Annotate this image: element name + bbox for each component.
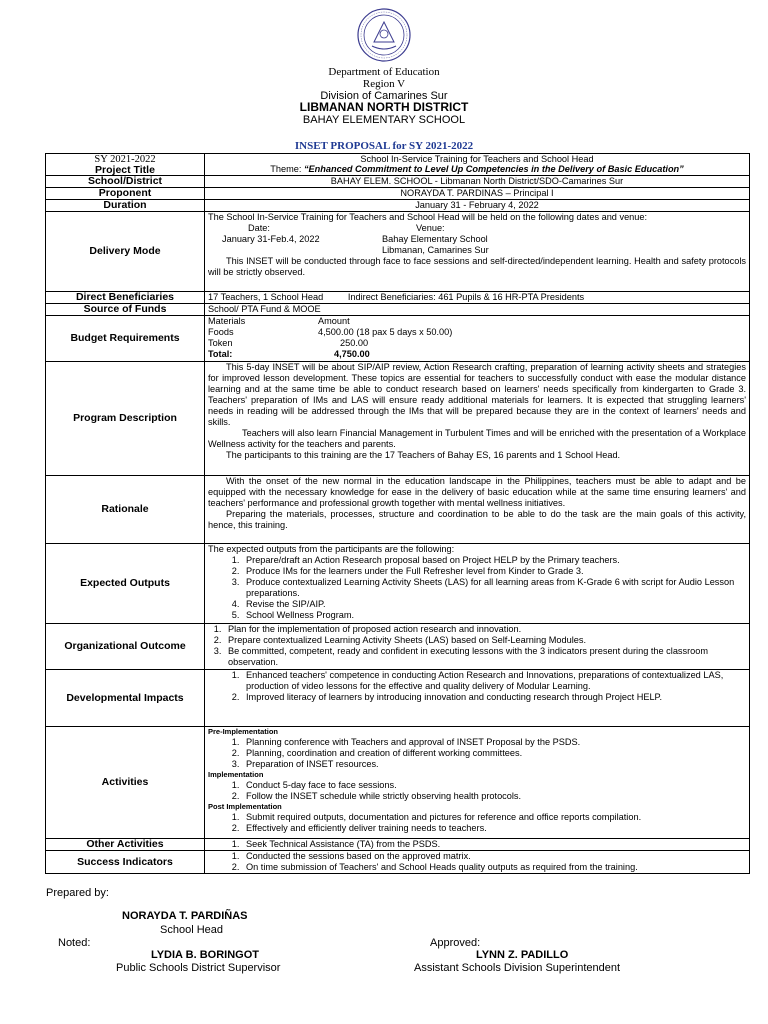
list-item: 2. Prepare contextualized Learning Activity Sheets (LAS) based on Self-Learning Modules.: [224, 635, 746, 646]
table-row: [46, 200, 750, 212]
post-list: [208, 812, 746, 834]
budget-row: [208, 327, 452, 338]
delivery-intro: The School In-Service Training for Teachers and School Head will be held on the following dates and venue:: [208, 212, 648, 222]
venue-value: Bahay Elementary School: [382, 234, 488, 244]
list-item: 1. Seek Technical Assistance (TA) from the PSDS.: [242, 839, 746, 850]
table-row: [46, 154, 750, 176]
budget-amount: 4,500.00 (18 pax 5 days x 50.00): [318, 327, 453, 337]
list-item: 2. Planning, coordination and creation of different working committees.: [242, 748, 746, 759]
table-row: [46, 476, 750, 544]
list-item: 2. Follow the INSET schedule while strictly observing health protocols.: [242, 791, 746, 802]
rationale-paragraph: Preparing the materials, processes, structure and coordination to be able to do the task are the main goals of this activity, hence, this training.: [208, 509, 746, 530]
noted-label: Noted:: [58, 937, 91, 949]
table-row: [46, 304, 750, 316]
theme-text: “Enhanced Commitment to Level Up Competencies in the Delivery of Basic Education”: [303, 164, 684, 174]
budget-amount: 250.00: [340, 338, 369, 348]
other-activities-label: Other Activities: [46, 839, 205, 851]
rationale-value: [205, 476, 750, 544]
table-row: [46, 624, 750, 670]
program-value: [205, 362, 750, 476]
delivery-label: Delivery Mode: [46, 212, 205, 292]
outputs-label: Expected Outputs: [46, 544, 205, 624]
program-paragraph: This 5-day INSET will be about SIP/AIP review, Action Research crafting, preparation of learning activity sheets and strategies for improved lesson development. These topics are essential for teachers to successfully conduct with ease the modular distance learning and at the same time be able to conduct research based on learners' needs specifically from kindergarten to Grade 3. Teachers' preparation of IMs and LAS will ensure ready additional materials for learners. It is expected that struggling learners' needs in reading will be addressed through the IMs that will be prepared because they are in the context of learners' needs and skills.: [208, 362, 746, 427]
beneficiaries-direct: 17 Teachers, 1 School Head: [208, 292, 324, 302]
post-implementation-label: Post Implementation: [208, 802, 282, 811]
approved-label: Approved:: [430, 937, 481, 949]
list-item: 1. Prepare/draft an Action Research proposal based on Project HELP by the Primary teachers.: [242, 555, 746, 566]
list-item: 1. Conducted the sessions based on the approved matrix.: [242, 851, 746, 862]
rationale-paragraph: With the onset of the new normal in the education landscape in the Philippines, teachers must be able to adapt and be equipped with the necessary knowledge for ease in the delivery of basic education while at the same time ensuring learners' and teachers' performance and professional growth together with mental wellness initiatives.: [208, 476, 746, 508]
list-item: 2. Produce IMs for the learners under the Full Refresher level from Kinder to Grade 3.: [242, 566, 746, 577]
division-name: Division of Camarines Sur: [320, 90, 448, 102]
success-value: [205, 851, 750, 874]
table-row: [46, 176, 750, 188]
proponent-label: Proponent: [46, 188, 205, 200]
budget-col-amount: Amount: [318, 316, 350, 326]
other-activities-value: [205, 839, 750, 851]
preparer-name: NORAYDA T. PARDIÑAS: [122, 910, 248, 922]
outputs-value: [205, 544, 750, 624]
delivery-value: [205, 212, 750, 292]
list-item: 2. Effectively and efficiently deliver training needs to teachers.: [242, 823, 746, 834]
budget-value: [205, 316, 750, 362]
delivery-note: This INSET will be conducted through face to face sessions and self-directed/independent learning. Health and safety protocols will be strictly observed.: [208, 256, 746, 277]
budget-header-row: [208, 316, 452, 327]
region-name: Region V: [362, 78, 406, 90]
deped-seal-logo: [357, 8, 411, 62]
table-row: [46, 727, 750, 839]
project-title-label: Project Title: [95, 163, 155, 176]
project-title-label-cell: [46, 154, 205, 176]
list-item: 1. Plan for the implementation of proposed action research and innovation.: [224, 624, 746, 635]
venue-label: Venue:: [416, 223, 445, 233]
impl-list: [208, 780, 746, 802]
list-item: 2. On time submission of Teachers' and School Heads quality outputs as required from the training.: [242, 862, 746, 873]
date-venue-values: [208, 234, 746, 245]
duration-value: January 31 - February 4, 2022: [205, 200, 750, 212]
implementation-label: Implementation: [208, 770, 264, 779]
preparer-title: School Head: [160, 924, 223, 936]
table-row: [46, 212, 750, 292]
org-label: Organizational Outcome: [46, 624, 205, 670]
outputs-list: [208, 555, 746, 621]
budget-table: [208, 316, 452, 360]
other-list: [208, 839, 746, 850]
pre-implementation-label: Pre-Implementation: [208, 727, 279, 736]
org-value: [205, 624, 750, 670]
funds-label: Source of Funds: [46, 304, 205, 316]
beneficiaries-indirect: Indirect Beneficiaries: 461 Pupils & 16 HR-PTA Presidents: [347, 292, 585, 302]
date-label: Date:: [248, 223, 270, 233]
activities-label: Activities: [46, 727, 205, 839]
org-list: [208, 624, 746, 668]
budget-label: Budget Requirements: [46, 316, 205, 362]
dev-label: Developmental Impacts: [46, 670, 205, 727]
table-row: [46, 188, 750, 200]
list-item: 1. Planning conference with Teachers and approval of INSET Proposal by the PSDS.: [242, 737, 746, 748]
school-name: BAHAY ELEMENTARY SCHOOL: [302, 114, 466, 126]
district-name: LIBMANAN NORTH DISTRICT: [299, 100, 469, 114]
proposal-title: INSET PROPOSAL for SY 2021-2022: [294, 140, 474, 152]
sy-label: SY 2021-2022: [94, 153, 156, 165]
project-title-value: [205, 154, 750, 176]
program-label: Program Description: [46, 362, 205, 476]
table-row: [46, 362, 750, 476]
list-item: 1. Submit required outputs, documentation and pictures for reference and office reports compilation.: [242, 812, 746, 823]
activities-value: [205, 727, 750, 839]
pre-list: [208, 737, 746, 770]
program-paragraph: The participants to this training are the 17 Teachers of Bahay ES, 16 parents and 1 School Head.: [226, 450, 621, 460]
noted-name: LYDIA B. BORINGOT: [151, 949, 259, 961]
rationale-label: Rationale: [46, 476, 205, 544]
prepared-by-label: Prepared by:: [46, 887, 109, 899]
table-row: [46, 544, 750, 624]
venue-value-2: Libmanan, Camarines Sur: [382, 245, 489, 255]
budget-total-value: 4,750.00: [334, 349, 370, 359]
date-venue-header: [208, 223, 746, 234]
list-item: 3. Preparation of INSET resources.: [242, 759, 746, 770]
list-item: 3. Be committed, competent, ready and confident in executing lessons with the 3 indicators present during the classroom observation.: [224, 646, 746, 668]
list-item: 4. Revise the SIP/AIP.: [242, 599, 746, 610]
approved-title: Assistant Schools Division Superintendent: [414, 962, 621, 974]
date-value: January 31-Feb.4, 2022: [222, 234, 320, 244]
dev-list: [208, 670, 746, 703]
theme-line: [208, 164, 746, 174]
table-row: [46, 292, 750, 304]
table-row: [46, 670, 750, 727]
list-item: 3. Produce contextualized Learning Activity Sheets (LAS) for all learning areas from K-Grade 6 with script for Audio Lesson preparations.: [242, 577, 746, 599]
department-name: Department of Education: [328, 66, 440, 78]
budget-total-row: [208, 349, 452, 360]
budget-item: Foods: [208, 327, 234, 337]
proponent-value: NORAYDA T. PARDINAS – Principal I: [205, 188, 750, 200]
school-value: BAHAY ELEM. SCHOOL - Libmanan North District/SDO-Camarines Sur: [205, 176, 750, 188]
table-row: [46, 851, 750, 874]
project-title-text: School In-Service Training for Teachers and School Head: [360, 154, 594, 164]
list-item: 1. Enhanced teachers' competence in conducting Action Research and Innovations, preparations of contextualized LAS, production of video lessons for the effective and quality delivery of Modular Learning.: [242, 670, 746, 692]
list-item: 5. School Wellness Program.: [242, 610, 746, 621]
program-paragraph: Teachers will also learn Financial Management in Turbulent Times and will be enriched with the presentation of a Workplace Wellness activity for the teachers and parents.: [208, 428, 746, 449]
funds-value: School/ PTA Fund & MOOE: [205, 304, 750, 316]
theme-prefix: Theme:: [270, 164, 304, 174]
budget-item: Token: [208, 338, 233, 348]
table-row: [46, 839, 750, 851]
budget-row: [208, 338, 452, 349]
table-row: [46, 316, 750, 362]
approved-name: LYNN Z. PADILLO: [476, 949, 569, 961]
beneficiaries-value: [205, 292, 750, 304]
noted-title: Public Schools District Supervisor: [116, 962, 281, 974]
beneficiaries-label: Direct Beneficiaries: [46, 292, 205, 304]
success-label: Success Indicators: [46, 851, 205, 874]
outputs-intro: The expected outputs from the participants are the following:: [208, 544, 455, 554]
budget-total-label: Total:: [208, 349, 233, 359]
school-label: School/District: [46, 176, 205, 188]
dev-value: [205, 670, 750, 727]
success-list: [208, 851, 746, 873]
budget-col-materials: Materials: [208, 316, 246, 326]
list-item: 1. Conduct 5-day face to face sessions.: [242, 780, 746, 791]
list-item: 2. Improved literacy of learners by introducing innovation and conducting research through Project HELP.: [242, 692, 746, 703]
proposal-table: [45, 153, 750, 874]
duration-label: Duration: [46, 200, 205, 212]
